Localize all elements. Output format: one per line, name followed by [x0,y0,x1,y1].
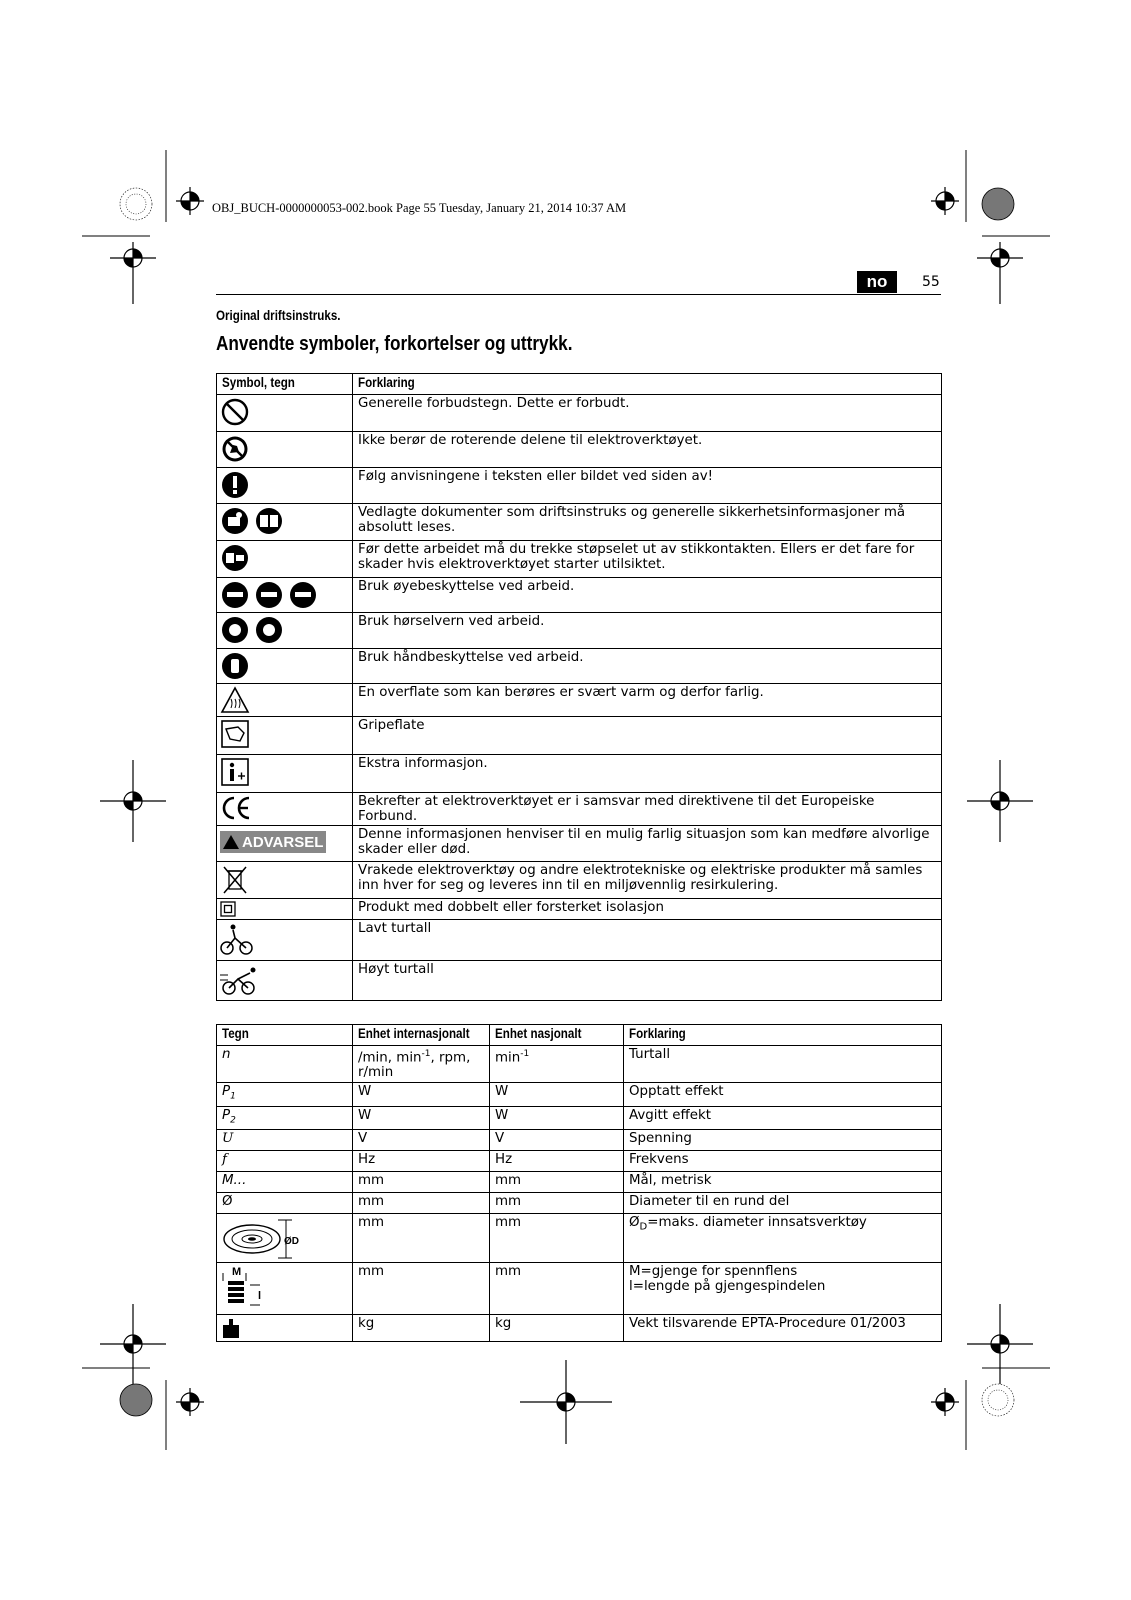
symbols-table [216,373,942,1001]
natl-unit-cell: kg [490,1315,624,1342]
column-header: Symbol, tegn [217,374,353,395]
units-table [216,1024,942,1342]
table-row [217,920,942,961]
table-row [217,1083,942,1107]
svg-text:M: M [232,1266,242,1279]
table-header-row [217,374,942,395]
table-row [217,613,942,649]
intl-unit-cell: kg [353,1315,490,1342]
print-header: OBJ_BUCH-0000000053-002.book Page 55 Tuesday, January 21, 2014 10:37 AM [212,201,627,215]
explanation-cell: Gripeflate [353,717,942,755]
explanation-cell: Diameter til en rund del [624,1193,942,1214]
column-header: Enhet nasjonalt [490,1025,624,1046]
symbol-cell [217,920,353,961]
weee-bin-icon [220,864,250,896]
intl-unit-cell: mm [353,1193,490,1214]
column-header: Tegn [217,1025,353,1046]
explanation-cell: Høyt turtall [353,961,942,1001]
table-row [217,755,942,793]
symbol-cell [217,961,353,1001]
intl-unit-cell: mm [353,1263,490,1315]
explanation-cell: Avgitt effekt [624,1106,942,1130]
natl-unit-cell: mm [490,1214,624,1263]
explanation-cell: Bruk øyebeskyttelse ved arbeid. [353,578,942,613]
explanation-cell: Produkt med dobbelt eller forsterket isolasjon [353,899,942,920]
table-row [217,578,942,613]
table-row [217,649,942,684]
sign-cell: $P_1$ [217,1083,353,1107]
svg-text:ØD: ØD [284,1236,299,1248]
natl-unit-cell: mm [490,1263,624,1315]
explanation-cell: Mål, metrisk [624,1172,942,1193]
table-row [217,793,942,826]
table-row [217,1193,942,1214]
document-subtitle: Original driftsinstruks. [216,308,341,323]
ce-mark-icon [220,795,252,821]
explanation-cell: Bruk håndbeskyttelse ved arbeid. [353,649,942,684]
sign-cell: M... [217,1172,353,1193]
table-row [217,541,942,578]
explanation-cell: Frekvens [624,1151,942,1172]
table-row [217,717,942,755]
natl-unit-cell: Hz [490,1151,624,1172]
symbol-cell [217,793,353,826]
high-speed-bike-icon [220,963,260,997]
explanation-cell: Vrakede elektroverktøy og andre elektrotekniske og elektriske produkter må samles inn hver for seg og leveres inn til en miljøvennlig resirkulering. [353,862,942,899]
table-row [217,1214,942,1263]
svg-text:l: l [258,1290,262,1303]
explanation-cell: Denne informasjonen henviser til en mulig farlig situasjon som kan medføre alvorlige skader eller død. [353,826,942,862]
natl-unit-cell: mm [490,1172,624,1193]
read-manual-icons [220,506,286,536]
sign-cell: n [217,1046,353,1083]
symbol-cell [217,613,353,649]
table-row [217,1315,942,1342]
symbol-cell [217,717,353,755]
symbol-cell [217,755,353,793]
no-touch-rotating-icon [220,434,250,464]
sign-cell [217,1214,353,1263]
hot-surface-icon [220,686,250,714]
table-row [217,432,942,468]
page-number: 55 [922,274,940,290]
grip-surface-icon [220,719,250,749]
language-badge: no [857,271,897,293]
intl-unit-cell: Hz [353,1151,490,1172]
low-speed-bike-icon [220,922,254,956]
symbol-cell [217,504,353,541]
table-row [217,862,942,899]
explanation-cell: Turtall [624,1046,942,1083]
eye-protection-icons [220,580,320,610]
explanation-cell: $Ø_D=maks$. diameter innsatsverktøy [624,1214,942,1263]
symbol-cell [217,468,353,504]
warning-triangle-icon [223,835,239,849]
weight-icon [220,1317,242,1339]
intl-unit-cell: W [353,1106,490,1130]
table-row [217,395,942,432]
explanation-cell: Generelle forbudstegn. Dette er forbudt. [353,395,942,432]
natl-unit-cell: W [490,1083,624,1107]
explanation-cell: Bekrefter at elektroverktøyet er i samsvar med direktivene til det Europeiske Forbund. [353,793,942,826]
sign-cell [217,1263,353,1315]
ear-protection-icons [220,615,286,645]
table-row [217,1263,942,1315]
symbol-cell [217,541,353,578]
table-row [217,899,942,920]
sign-cell: U [217,1130,353,1151]
natl-unit-cell: mm [490,1193,624,1214]
intl-unit-cell: mm [353,1214,490,1263]
info-icon [220,757,250,787]
table-row [217,1172,942,1193]
explanation-cell: Før dette arbeidet må du trekke støpselet ut av stikkontakten. Ellers er det fare for skader hvis elektroverktøyet starter utilsiktet. [353,541,942,578]
symbol-cell [217,899,353,920]
sign-cell: Ø [217,1193,353,1214]
natl-unit-cell: $\min^{-1}$ [490,1046,624,1083]
intl-unit-cell: /min, $\min^{-1}$, rpm, r/min [353,1046,490,1083]
symbol-cell [217,578,353,613]
natl-unit-cell: W [490,1106,624,1130]
page-title: Anvendte symboler, forkortelser og uttrykk. [216,333,573,355]
column-header: Enhet internasjonalt [353,1025,490,1046]
explanation-cell: Vekt tilsvarende EPTA-Procedure 01/2003 [624,1315,942,1342]
table-row [217,1130,942,1151]
explanation-cell: En overflate som kan berøres er svært varm og derfor farlig. [353,684,942,717]
column-header: Forklaring [353,374,942,395]
column-header: Forklaring [624,1025,942,1046]
explanation-cell: M=gjenge for spennflens l=lengde på gjengespindelen [624,1263,942,1315]
double-insulation-icon [220,901,236,917]
sign-cell: $P_2$ [217,1106,353,1130]
table-row [217,1106,942,1130]
table-row [217,1151,942,1172]
table-header-row [217,1025,942,1046]
disc-diameter-icon [220,1216,304,1260]
exclamation-icon [220,470,250,500]
symbol-cell [217,432,353,468]
intl-unit-cell: V [353,1130,490,1151]
table-row [217,1046,942,1083]
thread-spindle-icon [220,1265,270,1311]
prohibition-icon [220,397,250,427]
table-row [217,961,942,1001]
table-row [217,826,942,862]
symbol-cell [217,826,353,862]
explanation-cell: Ikke berør de roterende delene til elektroverktøyet. [353,432,942,468]
symbol-cell [217,862,353,899]
natl-unit-cell: V [490,1130,624,1151]
sign-cell [217,1315,353,1342]
explanation-cell: Opptatt effekt [624,1083,942,1107]
sign-cell: f [217,1151,353,1172]
hand-protection-icon [220,651,250,681]
symbol-cell [217,395,353,432]
table-row [217,504,942,541]
explanation-cell: Vedlagte dokumenter som driftsinstruks og generelle sikkerhetsinformasjoner må absolutt leses. [353,504,942,541]
unplug-icon [220,543,250,573]
explanation-cell: Ekstra informasjon. [353,755,942,793]
explanation-cell: Spenning [624,1130,942,1151]
table-row [217,684,942,717]
table-row [217,468,942,504]
explanation-cell: Følg anvisningene i teksten eller bildet ved siden av! [353,468,942,504]
intl-unit-cell: mm [353,1172,490,1193]
intl-unit-cell: W [353,1083,490,1107]
explanation-cell: Bruk hørselvern ved arbeid. [353,613,942,649]
explanation-cell: Lavt turtall [353,920,942,961]
symbol-cell [217,684,353,717]
symbol-cell [217,649,353,684]
warning-label: ADVARSEL [220,831,326,853]
header-rule [216,294,941,295]
